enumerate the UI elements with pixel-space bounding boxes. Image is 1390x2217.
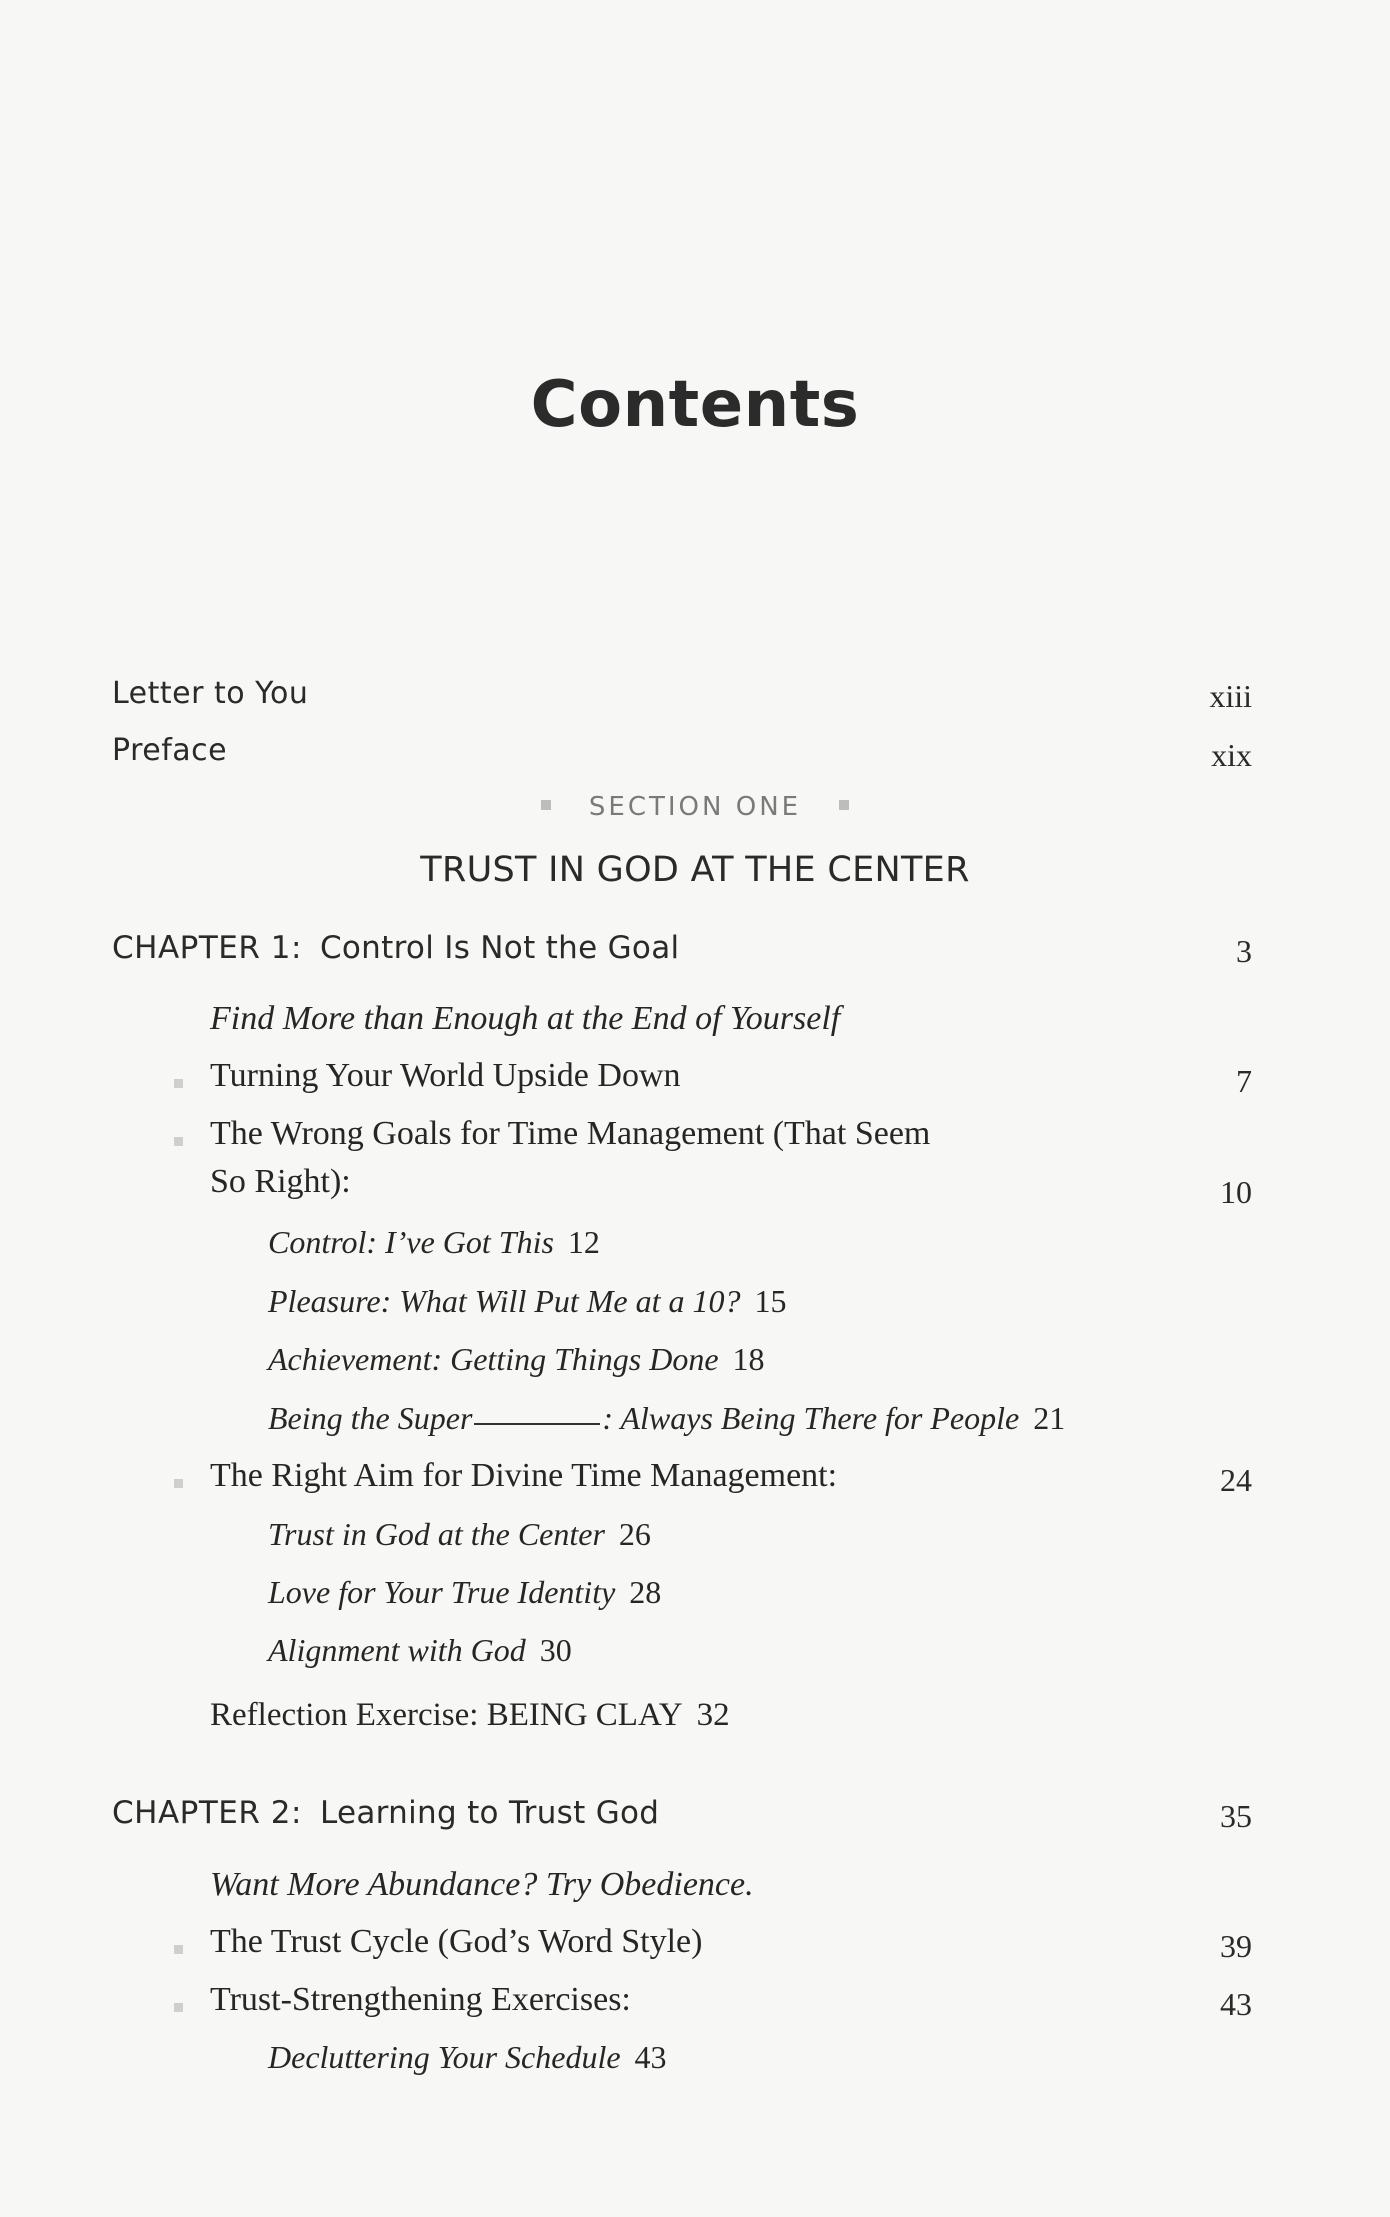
toc-page-number: xix	[1211, 737, 1252, 773]
toc-page-number: 15	[754, 1283, 787, 1319]
chapter-number: CHAPTER 1:	[112, 930, 302, 966]
chapter-subtitle: Want More Abundance? Try Obedience.	[210, 1866, 754, 1903]
toc-page-number: 12	[567, 1224, 600, 1260]
toc-page-number: 3	[1236, 933, 1252, 969]
toc-reflection-entry[interactable]: Reflection Exercise: BEING CLAY 32	[210, 1697, 730, 1733]
toc-page-number: 28	[629, 1574, 662, 1610]
chapter-2-heading[interactable]	[112, 1795, 659, 1831]
toc-page-number: xiii	[1209, 678, 1252, 714]
toc-page-number: 10	[1220, 1174, 1252, 1210]
toc-subentry[interactable]: Decluttering Your Schedule 43	[268, 2039, 667, 2075]
chapter-subtitle: Find More than Enough at the End of Yourself	[210, 1000, 841, 1037]
toc-subentry[interactable]: Alignment with God 30	[268, 1632, 572, 1668]
toc-page-number: 35	[1220, 1798, 1252, 1834]
square-ornament-icon	[839, 800, 849, 810]
toc-page-number: 30	[539, 1632, 572, 1668]
toc-page-number: 32	[696, 1697, 730, 1733]
toc-entry[interactable]: Trust-Strengthening Exercises:	[210, 1981, 631, 2018]
chapter-title: Control Is Not the Goal	[319, 930, 680, 966]
toc-page-number: 43	[1220, 1986, 1252, 2022]
square-ornament-icon	[541, 800, 551, 810]
toc-subentry[interactable]: Pleasure: What Will Put Me at a 10? 15	[268, 1283, 787, 1319]
bullet-icon	[174, 1479, 183, 1488]
page-title: Contents	[530, 368, 860, 442]
bullet-icon	[174, 1945, 183, 1954]
bullet-icon	[174, 2003, 183, 2012]
section-label-text: SECTION ONE	[588, 792, 802, 822]
section-label	[0, 792, 1390, 822]
toc-subentry[interactable]: Achievement: Getting Things Done 18	[268, 1341, 765, 1377]
toc-entry-letter-to-you[interactable]: Letter to You	[112, 676, 309, 711]
toc-page-number: 43	[634, 2039, 667, 2075]
toc-subentry[interactable]: Trust in God at the Center 26	[268, 1516, 651, 1552]
toc-entry[interactable]: The Wrong Goals for Time Management (That Seem	[210, 1115, 931, 1152]
toc-entry[interactable]: Turning Your World Upside Down	[210, 1057, 681, 1094]
toc-page-number: 39	[1220, 1928, 1252, 1964]
toc-entry[interactable]: The Right Aim for Divine Time Management:	[210, 1457, 838, 1494]
toc-entry-preface[interactable]: Preface	[112, 733, 228, 768]
chapter-number: CHAPTER 2:	[112, 1795, 302, 1831]
toc-page-number: 26	[618, 1516, 651, 1552]
toc-subentry[interactable]: Being the Super : Always Being There for People 21	[268, 1400, 1066, 1436]
section-title: TRUST IN GOD AT THE CENTER	[420, 850, 970, 890]
toc-entry-continued[interactable]: So Right):	[210, 1163, 351, 1200]
bullet-icon	[174, 1079, 183, 1088]
toc-subentry[interactable]: Love for Your True Identity 28	[268, 1574, 662, 1610]
toc-page-number: 21	[1033, 1400, 1066, 1436]
blank-line	[474, 1423, 600, 1425]
toc-page-number: 7	[1236, 1063, 1252, 1099]
toc-page-number: 18	[732, 1341, 765, 1377]
bullet-icon	[174, 1137, 183, 1146]
toc-subentry[interactable]: Control: I’ve Got This 12	[268, 1224, 600, 1260]
toc-page-number: 24	[1220, 1462, 1252, 1498]
chapter-title: Learning to Trust God	[319, 1795, 660, 1831]
toc-entry[interactable]: The Trust Cycle (God’s Word Style)	[210, 1923, 703, 1960]
chapter-1-heading[interactable]	[112, 930, 679, 966]
